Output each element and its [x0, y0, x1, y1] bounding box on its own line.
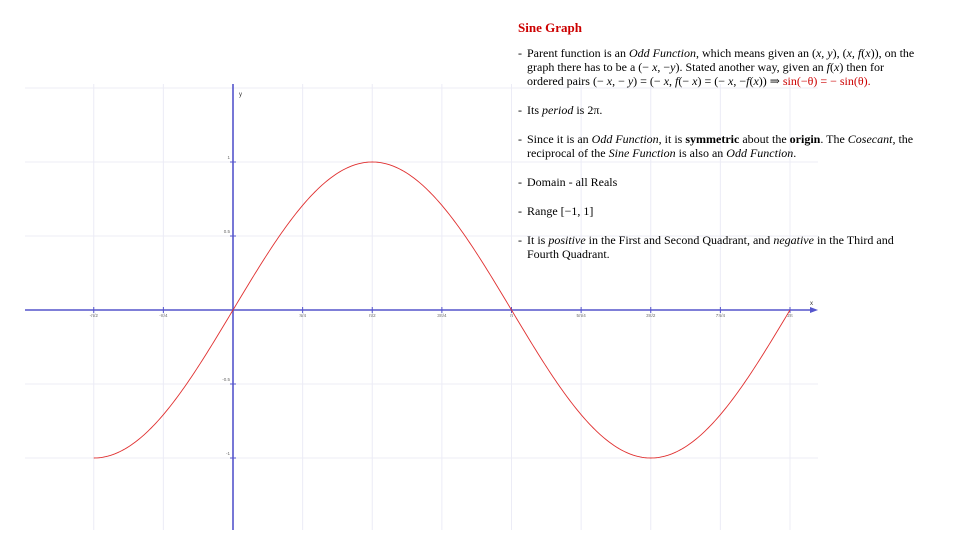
- bullet-text-run: Parent function is an: [527, 46, 629, 60]
- bullet-text-run: period: [542, 103, 574, 117]
- bullet-text-run: (: [830, 60, 835, 74]
- bullet-item: [508, 46, 920, 88]
- bullet-text-run: x: [606, 74, 613, 88]
- bullet-text-run: .: [793, 146, 797, 160]
- bullet-text-run: , which means given an (: [695, 46, 816, 60]
- bullet-text-run: f: [826, 60, 831, 74]
- bullet-item: [508, 233, 920, 261]
- x-tick-label: 3π/2: [646, 313, 656, 318]
- bullet-text-run: Cosecant,: [847, 132, 896, 146]
- x-tick-label: 3π/4: [437, 313, 447, 318]
- bullet-text-run: ). Stated another way, given an: [675, 60, 827, 74]
- x-tick-label: 5π/4: [576, 313, 586, 318]
- bullet-dash: -: [518, 132, 522, 146]
- bullet-text-run: positive: [548, 233, 586, 247]
- bullet-text-run: x, y: [815, 46, 833, 60]
- bullet-text-run: It is: [527, 233, 549, 247]
- bullet-item: [508, 103, 920, 117]
- bullet-text-run: Sine Function: [608, 146, 676, 160]
- y-axis-label: y: [239, 92, 242, 98]
- bullet-text-run: in the First and Second Quadrant, and: [585, 233, 774, 247]
- bullet-text-run: Since it is an: [527, 132, 592, 146]
- slide-title: Sine Graph: [518, 20, 582, 35]
- x-tick-label: π/4: [299, 313, 307, 318]
- bullet-text-run: f: [746, 74, 750, 88]
- x-tick-label: π: [509, 313, 514, 318]
- x-tick-label: -π/2: [89, 313, 98, 318]
- bullet-text-run: x: [652, 60, 658, 74]
- bullet-text-run: x: [865, 46, 871, 60]
- bullet-text-run: )), on the graph there has to be a (−: [527, 46, 915, 74]
- y-tick-label: 1: [227, 155, 230, 160]
- x-tick-label: 7π/4: [715, 313, 726, 318]
- bullet-list: [508, 46, 920, 261]
- y-tick-label: -1: [225, 451, 230, 456]
- y-tick-label: -0.5: [222, 377, 230, 382]
- bullet-text-run: Odd Function: [628, 46, 696, 60]
- bullet-text-run: , −: [612, 74, 628, 88]
- bullet-text-run: Range [−1, 1]: [527, 204, 594, 218]
- bullet-text-run: x: [753, 74, 759, 88]
- bullet-text-run: ) = (−: [697, 74, 728, 88]
- x-tick-label: π/2: [368, 313, 376, 318]
- bullet-text-run: , it is: [658, 132, 686, 146]
- bullet-text-run: ) then for ordered pairs (−: [527, 60, 884, 88]
- x-tick-label: -π/4: [159, 313, 168, 318]
- bullet-text-run: , −: [733, 74, 747, 88]
- bullet-text-run: sin(−θ) = − sin(θ).: [782, 74, 871, 88]
- bullet-text-run: . The: [820, 132, 848, 146]
- bullet-text-run: )) ⇒: [758, 74, 783, 88]
- bullet-text-run: about the: [739, 132, 790, 146]
- bullet-text-run: , −: [657, 60, 671, 74]
- bullet-dash: -: [518, 204, 522, 218]
- y-tick-label: 0.5: [223, 229, 230, 234]
- bullet-text-run: Its: [527, 103, 542, 117]
- bullet-text-run: y: [627, 74, 634, 88]
- x-axis-label: x: [810, 301, 813, 307]
- bullet-text-run: x, f: [846, 46, 862, 60]
- bullet-dash: -: [518, 233, 522, 247]
- text-panel: [508, 20, 920, 276]
- x-axis-arrow-icon: [810, 307, 818, 313]
- bullet-text-run: symmetric: [685, 132, 740, 146]
- bullet-text-run: origin: [789, 132, 821, 146]
- bullet-dash: -: [518, 46, 522, 60]
- bullet-text-run: the reciprocal of the: [527, 132, 914, 160]
- bullet-item: [508, 175, 920, 189]
- bullet-text-run: is 2π.: [573, 103, 603, 117]
- bullet-text-run: negative: [773, 233, 814, 247]
- bullet-text-run: x: [728, 74, 734, 88]
- bullet-text-run: is also an: [675, 146, 727, 160]
- bullet-text-run: Odd Function: [726, 146, 794, 160]
- x-tick-label: 2π: [787, 313, 793, 318]
- bullet-text-run: ,: [669, 74, 676, 88]
- bullet-text-run: x: [692, 74, 698, 88]
- bullet-text-run: x: [834, 60, 840, 74]
- bullet-text-run: Domain - all Reals: [527, 175, 618, 189]
- bullet-text-run: y: [670, 60, 676, 74]
- bullet-text-run: (: [861, 46, 866, 60]
- bullet-text-run: in the Third and Fourth Quadrant.: [527, 233, 894, 261]
- bullet-item: [508, 204, 920, 218]
- bullet-text-run: ) = (−: [633, 74, 664, 88]
- bullet-dash: -: [518, 103, 522, 117]
- bullet-text-run: Odd Function: [591, 132, 659, 146]
- bullet-text-run: (−: [678, 74, 693, 88]
- bullet-text-run: x: [663, 74, 670, 88]
- bullet-text-run: ), (: [832, 46, 847, 60]
- bullet-dash: -: [518, 175, 522, 189]
- bullet-text-run: (: [749, 74, 754, 88]
- bullet-text-run: f: [675, 74, 679, 88]
- bullet-item: [508, 132, 920, 160]
